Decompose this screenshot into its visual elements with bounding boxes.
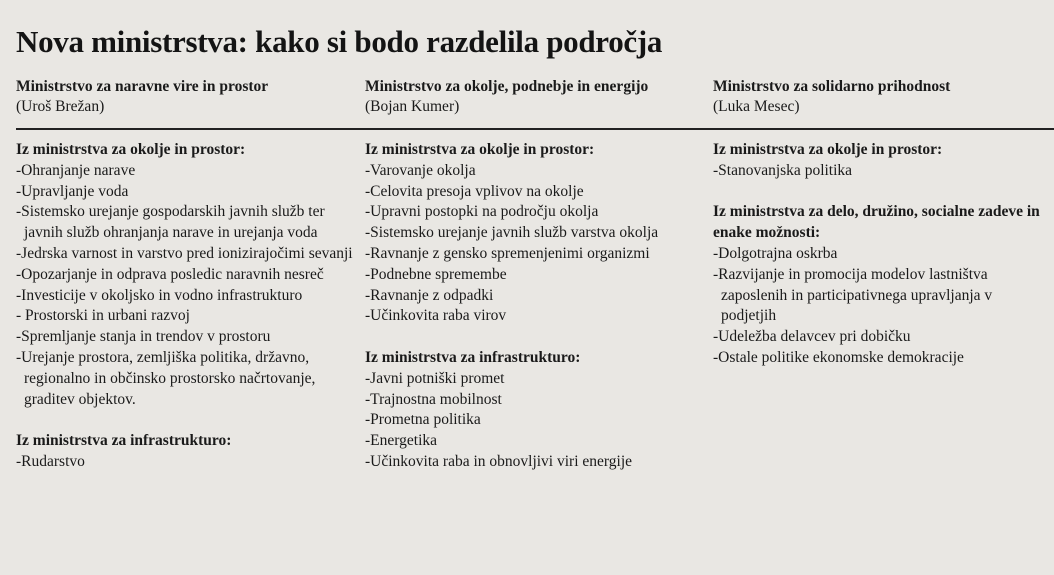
list-item: -Učinkovita raba in obnovljivi viri energije xyxy=(365,452,633,470)
list-item: -Celovita presoja vplivov na okolje xyxy=(365,182,584,200)
column-3-body xyxy=(713,140,1048,369)
list-item: -Dolgotrajna oskrba xyxy=(713,244,838,262)
page-title: Nova ministrstva: kako si bodo razdelila področja xyxy=(16,24,663,59)
section xyxy=(16,431,356,473)
list-item: -Učinkovita raba virov xyxy=(365,307,507,325)
section-heading: Iz ministrstva za infrastrukturo: xyxy=(365,348,581,366)
list-item: -Podnebne spremembe xyxy=(365,265,507,283)
minister-name: (Uroš Brežan) xyxy=(16,98,105,115)
section-heading: Iz ministrstva za okolje in prostor: xyxy=(365,141,595,158)
list-item: -Trajnostna mobilnost xyxy=(365,390,502,408)
header-divider xyxy=(16,128,1054,130)
section-heading: Iz ministrstva za okolje in prostor: xyxy=(713,141,943,158)
section xyxy=(365,348,710,473)
list-item: -Prometna politika xyxy=(365,411,481,429)
list-item: -Investicije v okoljsko in vodno infrastrukturo xyxy=(16,286,303,304)
list-item: -Urejanje prostora, zemljiška politika, državno, regionalno in občinsko prostorsko načrtovanje, graditev objektov. xyxy=(16,348,316,408)
list-item: -Stanovanjska politika xyxy=(713,161,853,179)
list-item: -Udeležba delavcev pri dobičku xyxy=(713,328,911,346)
list-item: -Spremljanje stanja in trendov v prostoru xyxy=(16,328,271,346)
list-item: -Upravni postopki na področju okolja xyxy=(365,203,599,221)
section-heading: Iz ministrstva za delo, družino, socialne zadeve in enake možnosti: xyxy=(713,203,1040,242)
list-item: - Prostorski in urbani razvoj xyxy=(16,307,190,325)
column-header-1 xyxy=(16,77,268,117)
column-2-body xyxy=(365,140,710,473)
list-item: -Varovanje okolja xyxy=(365,161,476,179)
column-header-3 xyxy=(713,77,950,117)
list-item: -Ohranjanje narave xyxy=(16,161,136,179)
section xyxy=(713,202,1048,368)
list-item: -Ostale politike ekonomske demokracije xyxy=(713,348,964,366)
ministry-name: Ministrstvo za naravne vire in prostor xyxy=(16,78,269,95)
minister-name: (Luka Mesec) xyxy=(713,98,800,115)
list-item: -Javni potniški promet xyxy=(365,369,505,387)
ministry-name: Ministrstvo za okolje, podnebje in energijo xyxy=(365,78,649,95)
list-item: -Ravnanje z odpadki xyxy=(365,286,494,304)
list-item: -Sistemsko urejanje javnih služb varstva okolja xyxy=(365,224,659,242)
minister-name: (Bojan Kumer) xyxy=(365,98,460,115)
list-item: -Rudarstvo xyxy=(16,452,85,470)
list-item: -Energetika xyxy=(365,432,438,450)
list-item: -Sistemsko urejanje gospodarskih javnih služb ter javnih služb ohranjanja narave in urejanja voda xyxy=(16,203,325,242)
section xyxy=(365,140,710,327)
section-heading: Iz ministrstva za infrastrukturo: xyxy=(16,432,232,450)
list-item: -Razvijanje in promocija modelov lastništva zaposlenih in participativnega upravljanja v podjetjih xyxy=(713,265,993,325)
column-header-2 xyxy=(365,77,648,117)
list-item: -Opozarjanje in odprava posledic naravnih nesreč xyxy=(16,265,324,283)
section-heading: Iz ministrstva za okolje in prostor: xyxy=(16,141,246,158)
list-item: -Ravnanje z gensko spremenjenimi organizmi xyxy=(365,244,650,262)
section xyxy=(713,140,1048,182)
column-1-body xyxy=(16,140,356,473)
ministry-name: Ministrstvo za solidarno prihodnost xyxy=(713,78,951,95)
column-headers xyxy=(16,77,1046,117)
section xyxy=(16,140,356,410)
list-item: -Jedrska varnost in varstvo pred ionizirajočimi sevanji xyxy=(16,244,353,262)
list-item: -Upravljanje voda xyxy=(16,182,129,200)
